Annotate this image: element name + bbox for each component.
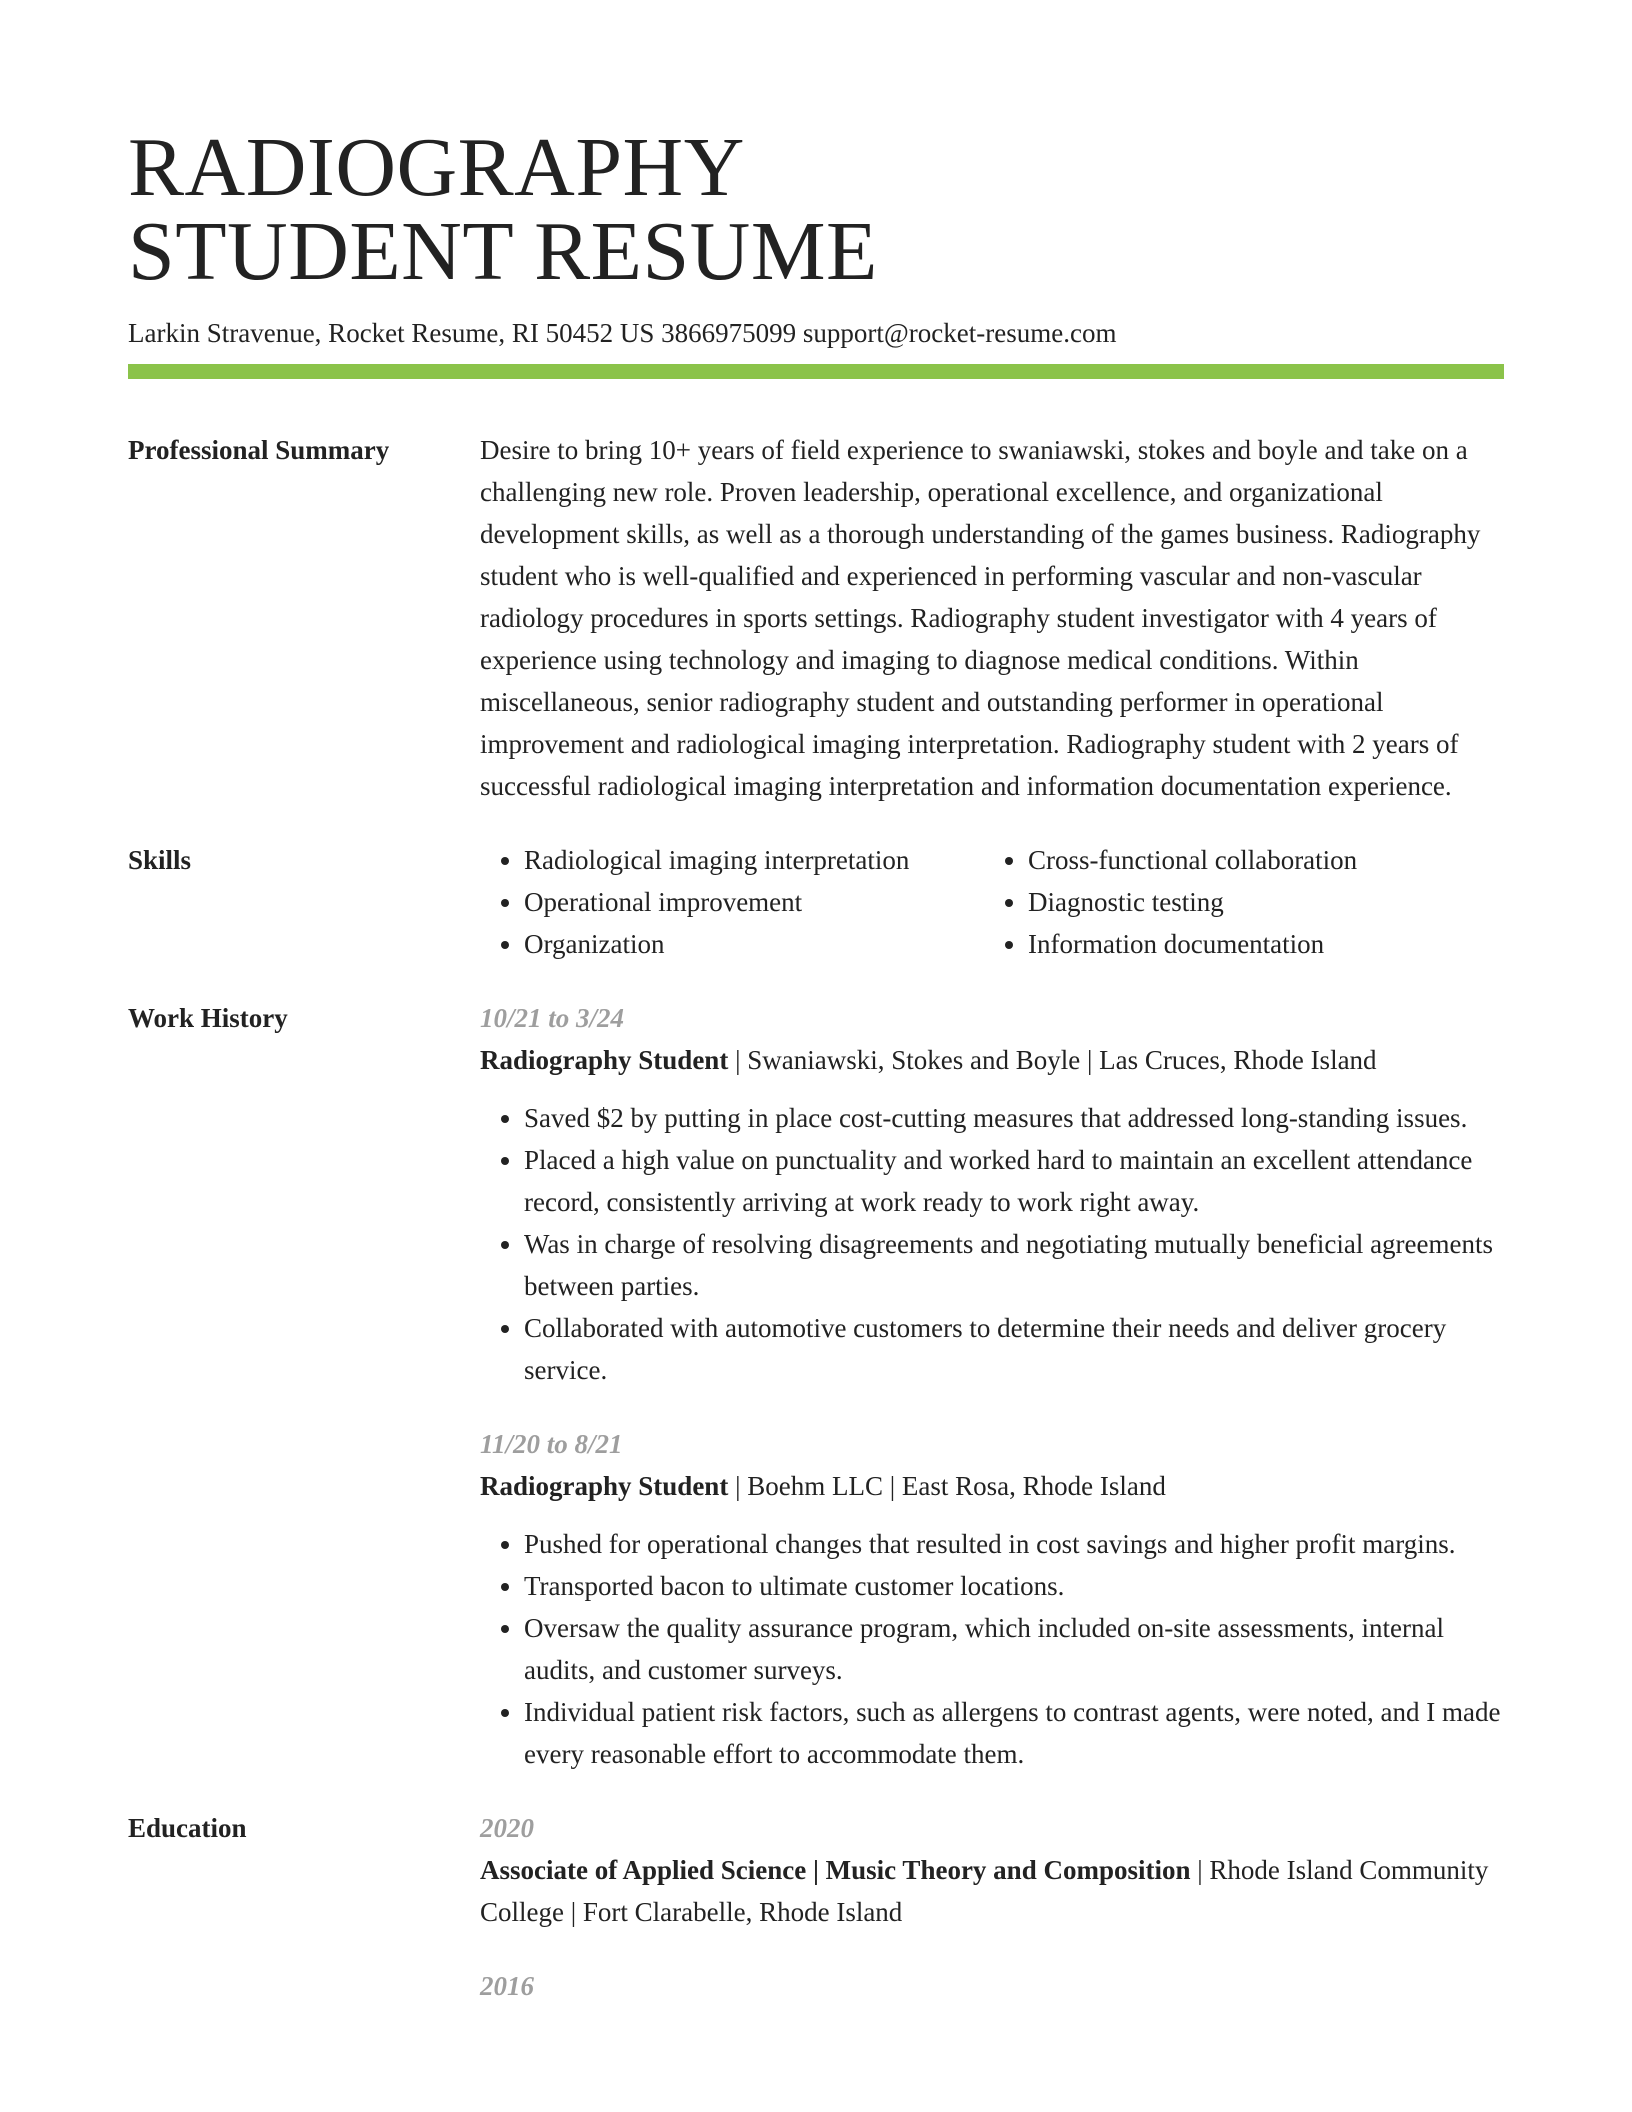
contact-address: Larkin Stravenue, Rocket Resume, RI 50452 US xyxy=(128,318,655,348)
job-bullet: • Was in charge of resolving disagreements and negotiating mutually beneficial agreements between parties. xyxy=(524,1223,1504,1307)
contact-phone: 3866975099 xyxy=(661,318,797,348)
skill-item: • Radiological imaging interpretation xyxy=(524,839,984,881)
job-bullet: • Collaborated with automotive customers to determine their needs and deliver grocery service. xyxy=(524,1307,1504,1391)
education-heading-line xyxy=(480,1849,1504,1933)
summary-text: Desire to bring 10+ years of field experience to swaniawski, stokes and boyle and take on a challenging new role. Proven leadership, operational excellence, and organizational development skills, as well as a thorough understanding of the games business. Radiography student who is well-qualified and experienced in performing vascular and non-vascular radiology procedures in sports settings. Radiography student investigator with 4 years of experience using technology and imaging to diagnose medical conditions. Within miscellaneous, senior radiography student and outstanding performer in operational improvement and radiological imaging interpretation. Radiography student with 2 years of successful radiological imaging interpretation and information documentation experience. xyxy=(480,435,1481,801)
job-bullet: • Individual patient risk factors, such as allergens to contrast agents, were noted, and I made every reasonable effort to accommodate them. xyxy=(524,1691,1504,1775)
skill-item: • Organization xyxy=(524,923,984,965)
education-list xyxy=(480,1807,1504,2007)
skills-section xyxy=(128,839,1504,965)
education-details: | Rhode Island Community College | Fort Clarabelle, Rhode Island xyxy=(480,1855,1489,1927)
job-heading xyxy=(480,1465,1504,1507)
job-dates: 10/21 to 3/24 xyxy=(480,1003,625,1033)
skills-list xyxy=(480,839,1504,965)
job-bullet: • Placed a high value on punctuality and worked hard to maintain an excellent attendance record, consistently arriving at work ready to work right away. xyxy=(524,1139,1504,1223)
contact-info xyxy=(128,316,1504,350)
job-details: | Boehm LLC | East Rosa, Rhode Island xyxy=(728,1471,1166,1501)
resume-page xyxy=(128,0,1504,2007)
job-title: Radiography Student xyxy=(480,1471,729,1501)
education-heading: Education xyxy=(128,1813,247,1843)
summary-heading: Professional Summary xyxy=(128,435,390,465)
skill-item: • Operational improvement xyxy=(524,881,984,923)
title-line-1: RADIOGRAPHY xyxy=(128,121,745,214)
job-dates: 11/20 to 8/21 xyxy=(480,1429,623,1459)
job-details: | Swaniawski, Stokes and Boyle | Las Cruces, Rhode Island xyxy=(728,1045,1377,1075)
skill-item: • Cross-functional collaboration xyxy=(1028,839,1504,881)
skills-heading: Skills xyxy=(128,845,192,875)
job-entry xyxy=(480,1423,1504,1775)
skills-column-right xyxy=(984,839,1504,965)
education-degree: Associate of Applied Science | Music Theory and Composition xyxy=(480,1855,1191,1885)
header-divider xyxy=(128,364,1504,379)
job-heading xyxy=(480,1039,1504,1081)
job-bullet: • Transported bacon to ultimate customer locations. xyxy=(524,1565,1504,1607)
job-bullet: • Oversaw the quality assurance program, which included on-site assessments, internal audits, and customer surveys. xyxy=(524,1607,1504,1691)
education-year: 2016 xyxy=(480,1971,534,2001)
skill-item: • Diagnostic testing xyxy=(1028,881,1504,923)
education-year: 2020 xyxy=(480,1813,534,1843)
job-bullets xyxy=(480,1523,1504,1775)
contact-email: support@rocket-resume.com xyxy=(802,318,1117,348)
job-bullet: • Pushed for operational changes that resulted in cost savings and higher profit margins. xyxy=(524,1523,1504,1565)
skill-item: • Information documentation xyxy=(1028,923,1504,965)
job-title: Radiography Student xyxy=(480,1045,729,1075)
education-entry xyxy=(480,1965,1504,2007)
work-history-list xyxy=(480,997,1504,1775)
job-bullets xyxy=(480,1097,1504,1391)
skills-column-left xyxy=(480,839,984,965)
job-entry xyxy=(480,997,1504,1391)
title-line-2: STUDENT RESUME xyxy=(128,205,878,298)
work-history-heading: Work History xyxy=(128,1003,288,1033)
education-section xyxy=(128,1807,1504,2007)
work-history-section xyxy=(128,997,1504,1775)
summary-section xyxy=(128,429,1504,807)
job-bullet: • Saved $2 by putting in place cost-cutting measures that addressed long-standing issues. xyxy=(524,1097,1504,1139)
resume-title xyxy=(128,0,1504,298)
education-entry xyxy=(480,1807,1504,1933)
